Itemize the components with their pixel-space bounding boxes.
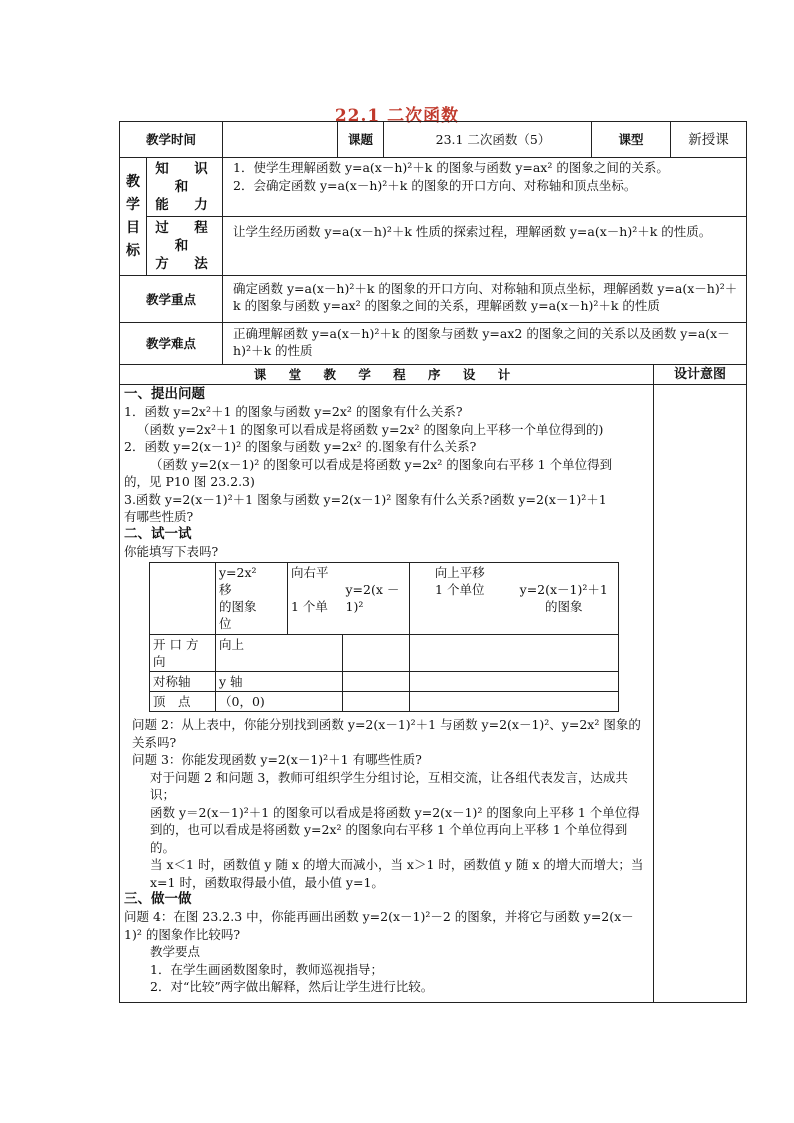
fill-row-vertex-cell3 — [343, 692, 410, 712]
teaching-points-title: 教学要点 — [150, 944, 201, 959]
time-value — [223, 122, 338, 158]
fill-row-axis — [150, 672, 619, 692]
question-1: 1．函数 y=2x²＋1 的图象与函数 y=2x² 的图象有什么关系? — [124, 404, 463, 419]
teaching-point-1: 1．在学生画函数图象时，教师巡视指导； — [150, 961, 383, 977]
conclusion-1: 函数 y＝2(x－1)²＋1 的图象可以看成是将函数 y=2(x－1)² 的图象向上平移 1 个单位得到的，也可以看成是将函数 y=2x² 的图象向右平移 1 个单位再向上平移 1 个单位得到的。 — [150, 804, 640, 855]
fill-row-axis-cell4 — [410, 672, 619, 692]
answer-2a: （函数 y=2(x－1)² 的图象可以看成是将函数 y=2x² 的图象向右平移 1 个单位得到 — [150, 456, 613, 472]
objective-process-row — [120, 217, 747, 276]
key-point-row — [120, 276, 747, 323]
fill-header-3: y=2(x － 1)² — [343, 563, 410, 635]
conclusion-2: 当 x＜1 时，函数值 y 随 x 的增大而减小，当 x＞1 时，函数值 y 随 x 的增大而增大；当 x=1 时，函数取得最小值，最小值 y=1。 — [150, 857, 644, 890]
process-text: 让学生经历函数 y=a(x－h)²＋k 性质的探索过程，理解函数 y=a(x－h)²＋k 的性质。 — [223, 217, 747, 276]
key-point-label: 教学重点 — [120, 276, 223, 323]
section-title-3: 三、做一做 — [124, 891, 192, 907]
fill-row-axis-label: 对称轴 — [150, 672, 216, 692]
fill-row-vertex-value: （0，0) — [216, 692, 343, 712]
fill-row-axis-cell3 — [343, 672, 410, 692]
fill-row-vertex — [150, 692, 619, 712]
key-point-text: 确定函数 y=a(x－h)²＋k 的图象的开口方向、对称轴和顶点坐标，理解函数 y=a(x－h)²＋k 的图象与函数 y=ax² 的图象之间的关系，理解函数 y=a(x－h)²＋k 的性质 — [223, 276, 747, 323]
answer-2b: 的，见 P10 图 23.2.3) — [124, 474, 255, 489]
fill-header-1: y=2x² 移 的图象 位 — [216, 563, 288, 635]
design-intent-column — [654, 385, 747, 1003]
program-content — [120, 385, 654, 1003]
program-body-row — [120, 385, 747, 1003]
knowledge-label: 知 识 和 能 力 — [147, 158, 223, 217]
table-intro: 你能填写下表吗? — [124, 543, 219, 559]
program-heading: 课 堂 教 学 程 序 设 计 — [120, 365, 654, 385]
fill-row-vertex-cell4 — [410, 692, 619, 712]
fill-header-5: y=2(x－1)²＋1 的图象 — [510, 563, 619, 635]
intent-heading: 设计意图 — [654, 365, 747, 385]
fill-row-opening — [150, 635, 619, 672]
topic-value: 23.1 二次函数（5） — [384, 122, 592, 158]
type-label: 课型 — [592, 122, 671, 158]
section-title-1: 一、提出问题 — [124, 386, 205, 402]
process-label: 过 程 和 方 法 — [147, 217, 223, 276]
fill-row-opening-label: 开 口 方 向 — [150, 635, 216, 672]
difficulty-text: 正确理解函数 y=a(x－h)²＋k 的图象与函数 y=ax2 的图象之间的关系以及函数 y=a(x－h)²＋k 的性质 — [223, 323, 747, 365]
problem-2: 问题 2：从上表中，你能分别找到函数 y=2(x－1)²＋1 与函数 y=2(x－1)²、y=2x² 图象的关系吗? — [132, 717, 641, 750]
lesson-plan-table — [119, 121, 747, 1003]
fill-in-table — [149, 562, 619, 712]
program-heading-row — [120, 365, 747, 385]
question-2: 2．函数 y=2(x－1)² 的图象与函数 y=2x² 的.图象有什么关系? — [124, 439, 477, 454]
difficulty-label: 教学难点 — [120, 323, 223, 365]
page-title: 22.1 二次函数 — [334, 106, 460, 126]
fill-row-opening-value: 向上 — [216, 635, 343, 672]
objective-knowledge-row — [120, 158, 747, 217]
problem-4: 问题 4：在图 23.2.3 中，你能再画出函数 y=2(x－1)²－2 的图象，并将它与函数 y=2(x－1)² 的图象作比较吗? — [124, 909, 634, 942]
fill-row-opening-cell3 — [343, 635, 410, 672]
question-3b: 有哪些性质? — [124, 509, 194, 524]
knowledge-text: 1．使学生理解函数 y=a(x－h)²＋k 的图象与函数 y=ax² 的图象之间的关系。 2．会确定函数 y=a(x－h)²＋k 的图象的开口方向、对称轴和顶点坐标。 — [223, 158, 747, 217]
fill-header-empty — [150, 563, 216, 635]
problem-3: 问题 3：你能发现函数 y=2(x－1)²＋1 有哪些性质? — [132, 752, 422, 767]
fill-row-axis-value: y 轴 — [216, 672, 343, 692]
fill-header-2: 向右平 1 个单 — [288, 563, 343, 635]
teaching-point-2: 2．对“比较”两字做出解释，然后让学生进行比较。 — [150, 979, 434, 994]
section-title-2: 二、试一试 — [124, 525, 192, 542]
fill-row-opening-cell4 — [410, 635, 619, 672]
topic-label: 课题 — [338, 122, 384, 158]
difficulty-row — [120, 323, 747, 365]
fill-row-vertex-label: 顶 点 — [150, 692, 216, 712]
discussion-text: 对于问题 2 和问题 3，教师可组织学生分组讨论，互相交流，让各组代表发言，达成共识； — [150, 769, 628, 802]
header-row — [120, 122, 747, 158]
fill-header-4: 向上平移 1 个单位 — [410, 563, 510, 635]
type-value: 新授课 — [671, 122, 747, 158]
objectives-group-label: 教 学 目 标 — [120, 158, 147, 276]
question-3a: 3.函数 y=2(x－1)²＋1 图象与函数 y=2(x－1)² 图象有什么关系?函数 y=2(x－1)²＋1 — [124, 491, 607, 507]
answer-1: （函数 y=2x²＋1 的图象可以看成是将函数 y=2x² 的图象向上平移一个单位得到的) — [137, 421, 604, 437]
fill-table-header — [150, 563, 619, 635]
time-label: 教学时间 — [120, 122, 223, 158]
